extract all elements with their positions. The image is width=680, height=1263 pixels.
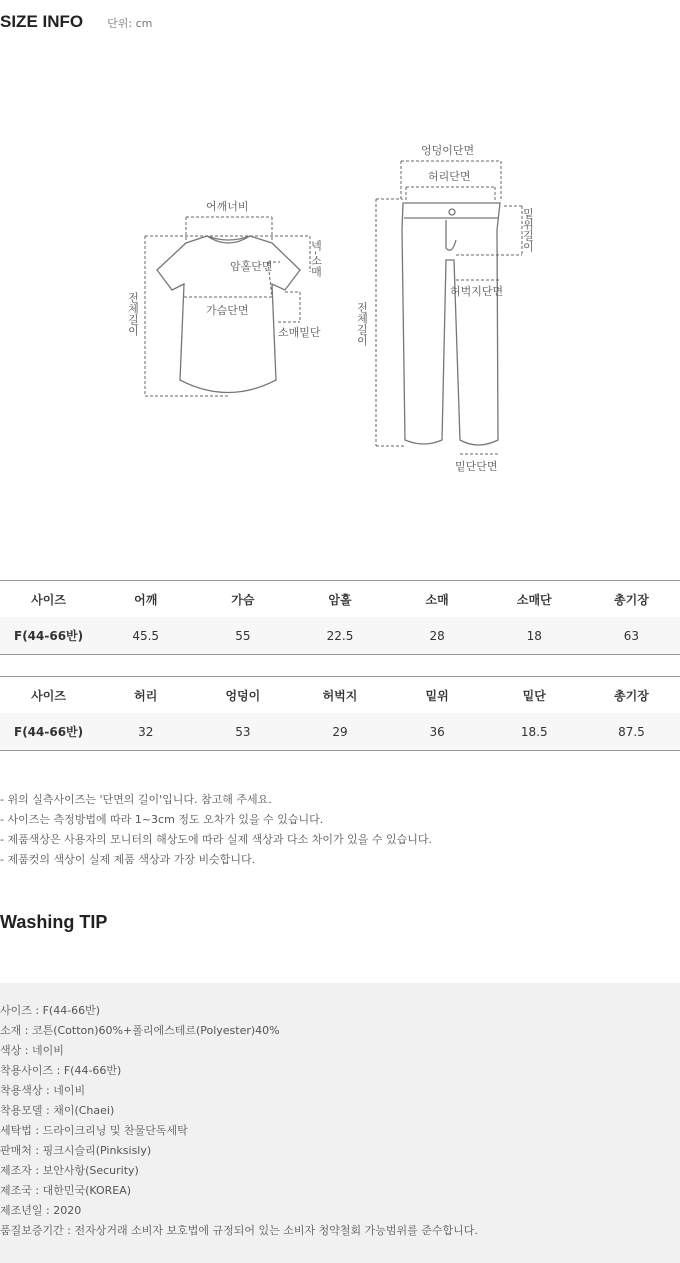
chest-label: 가슴단면 <box>206 304 249 317</box>
armhole-label: 암홀단면 <box>230 260 273 273</box>
shoulder-label: 어깨너비 <box>206 200 249 213</box>
size-info-header <box>0 12 152 36</box>
pants-size-table <box>0 676 680 751</box>
hip-label: 엉덩이단면 <box>421 144 475 157</box>
table-header: 사이즈 <box>0 581 97 618</box>
note-item: - 위의 실측사이즈는 '단면의 길이'입니다. 참고해 주세요. <box>0 793 272 806</box>
table-cell: 28 <box>389 617 486 655</box>
table-cell: 18.5 <box>486 713 583 751</box>
neck-sleeve-label: 넥-소매 <box>309 240 323 277</box>
table-header: 사이즈 <box>0 677 97 714</box>
waist-label: 허리단면 <box>428 170 471 183</box>
info-item: 제조자 : 보안사항(Security) <box>0 1164 139 1177</box>
table-header: 밑위 <box>389 677 486 714</box>
table-header: 허벅지 <box>291 677 388 714</box>
table-cell: 36 <box>389 713 486 751</box>
table-header: 소매 <box>389 581 486 618</box>
table-cell: F(44-66반) <box>0 713 97 751</box>
table-header: 암홀 <box>291 581 388 618</box>
size-diagram <box>0 130 680 490</box>
top-total-length-label: 전체길이 <box>126 292 140 336</box>
product-info-box <box>0 983 680 1263</box>
hem-label: 밑단단면 <box>455 460 498 473</box>
table-cell: 18 <box>486 617 583 655</box>
table-header: 소매단 <box>486 581 583 618</box>
table-header-row <box>0 581 680 618</box>
thigh-label: 허벅지단면 <box>450 285 504 298</box>
table-cell: 53 <box>194 713 291 751</box>
table-row <box>0 617 680 655</box>
info-item: 소재 : 코튼(Cotton)60%+폴리에스테르(Polyester)40% <box>0 1024 280 1037</box>
size-notes <box>0 790 432 870</box>
table-cell: 29 <box>291 713 388 751</box>
table-cell: 87.5 <box>583 713 680 751</box>
top-size-table <box>0 580 680 655</box>
unit-label: 단위: cm <box>107 17 153 30</box>
info-item: 착용색상 : 네이비 <box>0 1084 86 1097</box>
info-item: 색상 : 네이비 <box>0 1044 64 1057</box>
table-header: 밑단 <box>486 677 583 714</box>
info-item: 품질보증기간 : 전자상거래 소비자 보호법에 규정되어 있는 소비자 청약철회 가능범위를 준수합니다. <box>0 1224 478 1237</box>
note-item: - 제품컷의 색상이 실제 제품 색상과 가장 비슷합니다. <box>0 853 256 866</box>
pants-total-length-label: 전체길이 <box>355 302 369 346</box>
table-cell: 32 <box>97 713 194 751</box>
table-header: 허리 <box>97 677 194 714</box>
table-row <box>0 713 680 751</box>
table-cell: 55 <box>194 617 291 655</box>
rise-label: 밑위길이 <box>521 208 535 252</box>
size-info-title: SIZE INFO <box>0 12 84 31</box>
note-item: - 제품색상은 사용자의 모니터의 해상도에 따라 실제 색상과 다소 차이가 있을 수 있습니다. <box>0 833 432 846</box>
info-item: 제조국 : 대한민국(KOREA) <box>0 1184 132 1197</box>
info-item: 사이즈 : F(44-66반) <box>0 1004 101 1017</box>
table-header: 엉덩이 <box>194 677 291 714</box>
info-item: 착용사이즈 : F(44-66반) <box>0 1064 122 1077</box>
info-item: 착용모델 : 채이(Chaei) <box>0 1104 115 1117</box>
table-header: 가슴 <box>194 581 291 618</box>
info-item: 판매처 : 핑크시슬리(Pinksisly) <box>0 1144 152 1157</box>
pants-illustration <box>402 203 500 445</box>
info-item: 세탁법 : 드라이크리닝 및 찬물단독세탁 <box>0 1124 188 1137</box>
washing-tip-title: Washing TIP <box>0 912 108 932</box>
table-header: 어깨 <box>97 581 194 618</box>
sleeve-hem-label: 소매밑단 <box>278 326 321 339</box>
table-cell: 22.5 <box>291 617 388 655</box>
table-header: 총기장 <box>583 581 680 618</box>
table-header-row <box>0 677 680 714</box>
table-header: 총기장 <box>583 677 680 714</box>
note-item: - 사이즈는 측정방법에 따라 1~3cm 정도 오차가 있을 수 있습니다. <box>0 813 324 826</box>
table-cell: 63 <box>583 617 680 655</box>
table-cell: 45.5 <box>97 617 194 655</box>
table-cell: F(44-66반) <box>0 617 97 655</box>
info-item: 제조년일 : 2020 <box>0 1204 82 1217</box>
